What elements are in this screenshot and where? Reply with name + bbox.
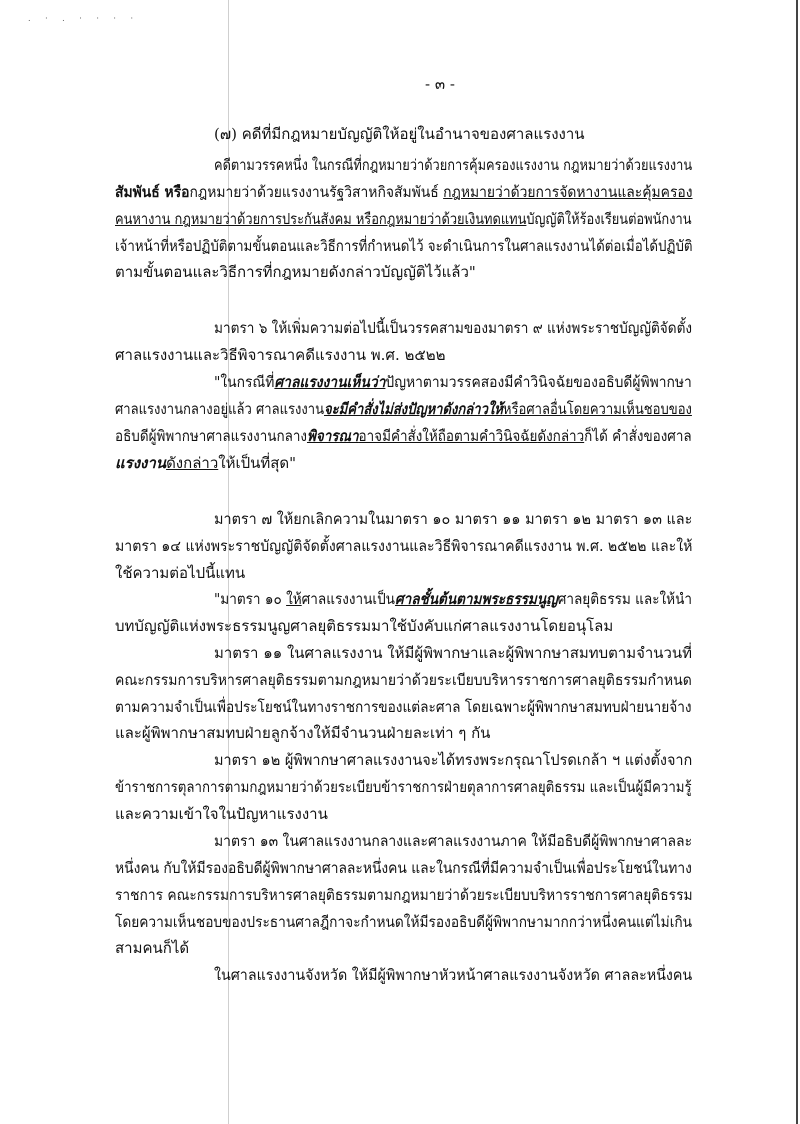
text-line: ตามขั้นตอนและวิธีการที่กฎหมายดังกล่าวบัญญัติไว้แล้ว": [115, 263, 476, 281]
text-line: หนึ่งคน กับให้มีรองอธิบดีผู้พิพากษาศาลละหนึ่งคน และในกรณีที่มีความจำเป็นเพื่อประโยชน์ในทาง: [115, 859, 692, 877]
text-line: [115, 426, 692, 446]
text-span: ดังกล่าว: [166, 454, 219, 472]
text-span: ศาลชั้นต้นตามพระธรรมนูญ: [394, 590, 558, 608]
text-span: ก็ได้ คำสั่งของศาล: [584, 427, 692, 445]
text-line: [214, 589, 692, 609]
page-number: - ๓ -: [425, 75, 455, 93]
text-line: [115, 399, 692, 419]
text-line: คณะกรรมการบริหารศาลยุติธรรมตามกฎหมายว่าด้วยระเบียบบริหารราชการศาลยุติธรรมกำหนด: [115, 671, 692, 689]
text-line: และความเข้าใจในปัญหาแรงงาน: [115, 805, 328, 823]
text-line: เจ้าหน้าที่หรือปฏิบัติตามขั้นตอนและวิธีการที่กำหนดไว้ จะดำเนินการในศาลแรงงานได้ต่อเมื่อได้ปฏิบัติ: [115, 237, 693, 255]
text-line: มาตรา ๑๓ ในศาลแรงงานกลางและศาลแรงงานภาค ให้มีอธิบดีผู้พิพากษาศาลละ: [214, 832, 693, 850]
text-span: ศาลแรงงานเป็น: [301, 590, 395, 608]
text-span: "ในกรณีที่: [214, 373, 275, 391]
text-line: มาตรา ๖ ให้เพิ่มความต่อไปนี้เป็นวรรคสามของมาตรา ๙ แห่งพระราชบัญญัติจัดตั้ง: [214, 319, 693, 337]
text-span: บัญญัติให้ร้องเรียนต่อพนักงาน: [526, 210, 692, 228]
text-span: กฎหมายว่าด้วยแรงงานรัฐวิสาหกิจสัมพันธ์: [189, 183, 444, 201]
text-line: ศาลแรงงานและวิธีพิจารณาคดีแรงงาน พ.ศ. ๒๕๒๒: [115, 346, 446, 364]
scan-dots: . · . · · · ·: [28, 14, 140, 23]
text-line: [115, 453, 296, 473]
text-span: ปัญหาตามวรรคสองมีคำวินิจฉัยของอธิบดีผู้พิพากษา: [385, 373, 692, 391]
text-line: มาตรา ๗ ให้ยกเลิกความในมาตรา ๑๐ มาตรา ๑๑ มาตรา ๑๒ มาตรา ๑๓ และ: [214, 510, 693, 528]
text-span: ศาลแรงงานกลางอยู่แล้ว ศาลแรงงาน: [115, 400, 325, 418]
text-line: [115, 209, 691, 229]
text-line: ใช้ความต่อไปนี้แทน: [115, 564, 246, 582]
text-line: มาตรา ๑๑ ในศาลแรงงาน ให้มีผู้พิพากษาและผู้พิพากษาสมทบตามจำนวนที่: [214, 644, 692, 662]
text-span: ให้เป็นที่สุด": [218, 454, 297, 472]
text-span: "มาตรา ๑๐: [214, 590, 287, 608]
text-span: คนหางาน กฎหมายว่าด้วยการประกันสังคม หรือกฎหมายว่าด้วยเงินทดแทน: [115, 210, 527, 228]
text-span: อธิบดีผู้พิพากษาศาลแรงงานกลาง: [115, 427, 307, 445]
text-line: ตามความจำเป็นเพื่อประโยชน์ในทางราชการของแต่ละศาล โดยเฉพาะผู้พิพากษาสมทบฝ่ายนายจ้าง: [115, 698, 692, 716]
scan-edge-line: [796, 0, 798, 1124]
text-line: (๗) คดีที่มีกฎหมายบัญญัติให้อยู่ในอำนาจของศาลแรงงาน: [214, 125, 585, 143]
text-span: จะมีคำสั่งไม่ส่งปัญหาดังกล่าวให้: [324, 400, 503, 418]
text-line: บทบัญญัติแห่งพระธรรมนูญศาลยุติธรรมมาใช้บังคับแก่ศาลแรงงานโดยอนุโลม: [115, 617, 614, 635]
text-line: และผู้พิพากษาสมทบฝ่ายลูกจ้างให้มีจำนวนฝ่ายละเท่า ๆ กัน: [115, 724, 491, 742]
text-line: ข้าราชการตุลาการตามกฎหมายว่าด้วยระเบียบข้าราชการฝ่ายตุลาการศาลยุติธรรม และเป็นผู้มีความรู้: [115, 778, 692, 796]
text-span: อาจมีคำสั่งให้ถือตามคำวินิจฉัย: [358, 427, 538, 445]
text-line: ราชการ คณะกรรมการบริหารศาลยุติธรรมตามกฎหมายว่าด้วยระเบียบบริหารราชการศาลยุติธรรม: [115, 886, 693, 904]
text-line: [115, 182, 693, 202]
text-line: คดีตามวรรคหนึ่ง ในกรณีที่กฎหมายว่าด้วยการคุ้มครองแรงงาน กฎหมายว่าด้วยแรงงาน: [214, 156, 693, 174]
text-span: กฎหมายว่าด้วยการจัดหางานและคุ้มครอง: [443, 183, 693, 201]
text-span: ศาลยุติธรรม และให้นำ: [557, 590, 693, 608]
text-line: มาตรา ๑๒ ผู้พิพากษาศาลแรงงานจะได้ทรงพระกรุณาโปรดเกล้า ฯ แต่งตั้งจาก: [214, 751, 693, 769]
text-line: มาตรา ๑๔ แห่งพระราชบัญญัติจัดตั้งศาลแรงงานและวิธีพิจารณาคดีแรงงาน พ.ศ. ๒๕๒๒ และให้: [115, 537, 693, 555]
text-span: สัมพันธ์ หรือ: [115, 183, 190, 201]
text-line: โดยความเห็นชอบของประธานศาลฎีกาจะกำหนดให้มีรองอธิบดีผู้พิพากษามากกว่าหนึ่งคนแต่ไม่เกิน: [115, 913, 693, 931]
text-span: ดังกล่าว: [537, 427, 585, 445]
text-line: สามคนก็ได้: [115, 939, 190, 957]
text-span: หรือศาลอื่นโดยความเห็นชอบของ: [502, 400, 692, 418]
text-span: พิจารณา: [306, 427, 359, 445]
text-line: ในศาลแรงงานจังหวัด ให้มีผู้พิพากษาหัวหน้าศาลแรงงานจังหวัด ศาลละหนึ่งคน: [214, 966, 693, 984]
text-span: ให้: [286, 590, 302, 608]
text-span: แรงงาน: [115, 454, 167, 472]
text-line: [214, 372, 692, 392]
text-span: ศาลแรงงานเห็นว่า: [274, 373, 386, 391]
